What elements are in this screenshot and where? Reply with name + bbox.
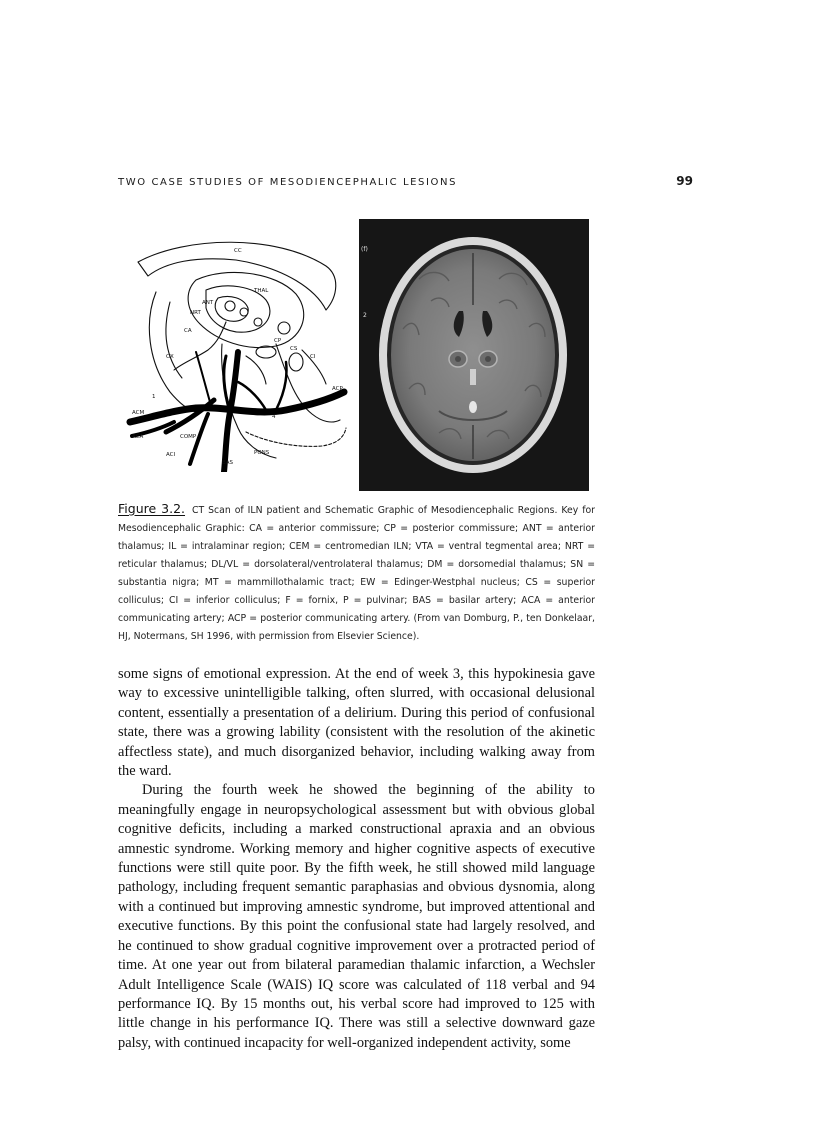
label-cc: CC bbox=[234, 248, 242, 254]
running-head bbox=[118, 174, 693, 188]
figure-caption-text: CT Scan of ILN patient and Schematic Graphic of Mesodiencephalic Regions. Key for Mesodiencephalic Graphic: CA = anterior commissure; CP = posterior commissure; ANT = anterior thalamus; IL = intralaminar region; CEM = centromedian ILN; VTA = ventral tegmental area; NRT = reticular thalamus; DL/VL = dorsolateral/ventrolateral thalamus; DM = dorsomedial thalamus; SN = substantia nigra; MT = mammillothalamic tract; EW = Edinger-Westphal nucleus; CS = superior colliculus; CI = inferior colliculus; F = fornix, P = pulvinar; BAS = basilar artery; ACA = anterior communicating artery; ACP = posterior communicating artery. (From van Domburg, P., ten Donkelaar, HJ, Notermans, SH 1996, with permission from Elsevier Science). bbox=[118, 505, 595, 642]
label-acm: ACM bbox=[132, 410, 145, 416]
figure-caption bbox=[118, 500, 595, 646]
body-paragraph-1: some signs of emotional expression. At the end of week 3, this hypokinesia gave way to excessive unintelligible talking, often slurred, with occasional delusional content, essentially a presentation of a delirium. During this period of confusional state, there was a growing lability (consistent with the resolution of the akinetic affectless state), and much disorganized behavior, including walking away from the ward. bbox=[118, 666, 595, 780]
label-ci: CI bbox=[310, 354, 316, 360]
label-aci: ACI bbox=[166, 452, 176, 458]
label-cs: CS bbox=[290, 346, 298, 352]
label-nrt: NRT bbox=[190, 310, 201, 316]
body-paragraph-2: During the fourth week he showed the beginning of the ability to meaningfully engage in neuropsychological assessment but with obvious global cognitive deficits, including a marked constructional apraxia and an obvious amnestic syndrome. Working memory and higher cognitive aspects of executive functions were still quite poor. By the fifth week, he still showed mild language pathology, including frequent semantic paraphasias and obvious dysnomia, along with a continued but improving amnestic syndrome, but improved attentional and executive functions. By this point the confusional state had largely resolved, and he continued to show gradual cognitive improvement over a protracted period of time. At one year out from bilateral paramedian thalamic infarction, a Wechsler Adult Intelligence Scale (WAIS) IQ score was calculated of 118 verbal and 94 performance IQ. By 15 months out, his verbal score had improved to 125 with little change in his performance IQ. There was still a selective downward gaze palsy, with continued incapacity for well-organized independent activity, some bbox=[118, 782, 595, 1051]
running-title: TWO CASE STUDIES OF MESODIENCEPHALIC LESIONS bbox=[118, 177, 458, 188]
scan-mark-top: (f) bbox=[361, 246, 368, 253]
label-aca: ACA bbox=[132, 434, 144, 440]
label-number-4: 4 bbox=[272, 414, 276, 420]
label-acp: ACP bbox=[332, 386, 343, 392]
figure-label: Figure 3.2. bbox=[118, 501, 186, 516]
body-text bbox=[118, 665, 595, 1053]
scan-mark-side: 2 bbox=[363, 312, 367, 319]
label-thal: THAL bbox=[254, 288, 269, 294]
label-bas: BAS bbox=[222, 460, 234, 466]
label-ca: CA bbox=[184, 328, 192, 334]
label-pons: PONS bbox=[254, 450, 270, 456]
page-number: 99 bbox=[676, 174, 693, 188]
label-ant: ANT bbox=[202, 300, 214, 306]
label-cp: CP bbox=[274, 338, 282, 344]
label-number-1: 1 bbox=[152, 394, 156, 400]
schematic-graphic bbox=[126, 232, 348, 472]
ct-scan-image bbox=[359, 219, 589, 491]
label-comp: COMP bbox=[180, 434, 197, 440]
label-ox: OX bbox=[166, 354, 174, 360]
